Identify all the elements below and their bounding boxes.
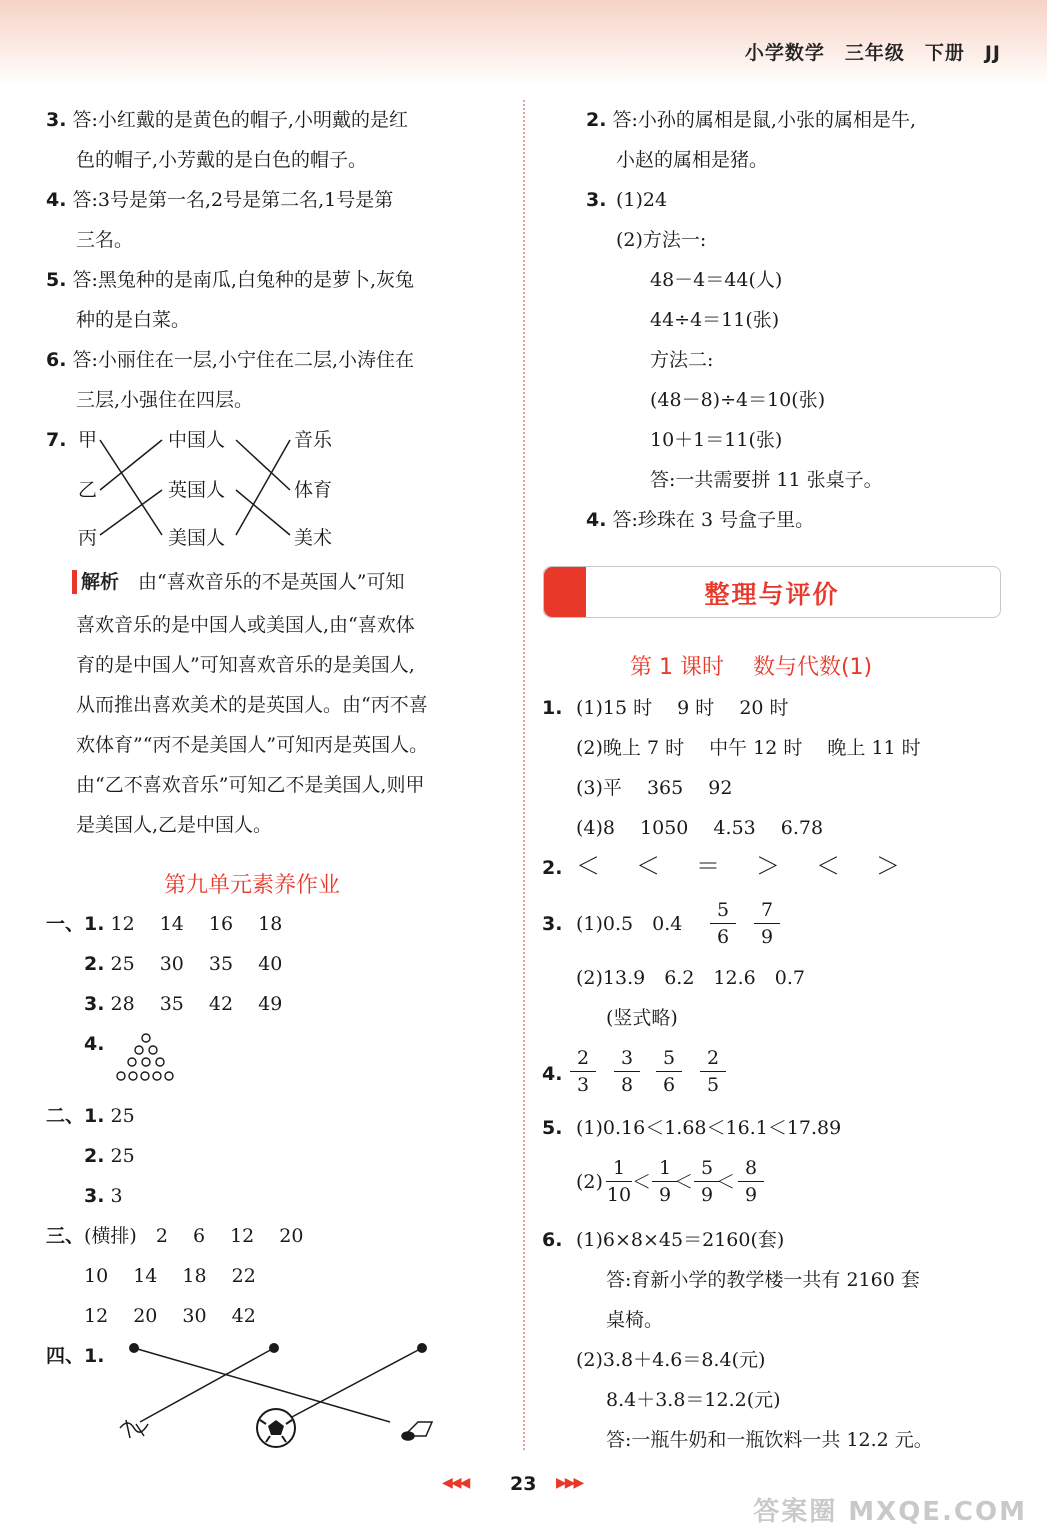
sec3-line-3: 12 20 30 42 <box>84 1305 256 1327</box>
numerator: 1 <box>612 1157 626 1179</box>
dot <box>156 1058 164 1066</box>
analysis-line-5: 欢体育”“丙不是美国人”可知丙是英国人。 <box>76 734 429 756</box>
page-number: 23 <box>510 1473 537 1495</box>
less-than: ＜ <box>716 1171 736 1193</box>
analysis-line-2: 喜欢音乐的是中国人或美国人,由“喜欢体 <box>76 614 415 636</box>
hobby-art: 美术 <box>294 527 333 549</box>
sec2-item-2 <box>84 1144 135 1168</box>
denominator: 3 <box>576 1074 590 1096</box>
right-q2 <box>586 108 916 132</box>
lesson-title: 第 1 课时 数与代数(1) <box>630 655 873 680</box>
item-text: 28 35 42 49 <box>110 993 283 1015</box>
p1-line-2: (2)晚上 7 时 中午 12 时 晚上 11 时 <box>576 737 921 759</box>
left-q6-line2: 三层,小强住在四层。 <box>76 389 254 411</box>
match-line <box>100 490 162 535</box>
denominator: 9 <box>744 1184 758 1206</box>
fraction <box>656 1046 682 1097</box>
numerator: 1 <box>658 1157 672 1179</box>
dot <box>142 1058 150 1066</box>
q-number: 2. <box>84 953 105 975</box>
p3-number: 3. <box>542 913 563 935</box>
fraction <box>700 1046 726 1097</box>
matching-lines <box>0 0 523 560</box>
text-line: 答:小丽住在一层,小宁住在二层,小涛住在 <box>72 349 414 371</box>
dot <box>149 1046 157 1054</box>
item-text: 25 30 35 40 <box>110 953 283 975</box>
header-title: 小学数学 三年级 下册 JJ <box>744 42 1001 64</box>
sec3-line-1: (横排) 2 6 12 20 <box>84 1225 304 1247</box>
q-number: 4. <box>586 509 607 531</box>
item-text: 25 <box>110 1145 135 1167</box>
sec2-item-3 <box>84 1184 123 1208</box>
item-text: 12 14 16 18 <box>110 913 283 935</box>
p1-line-1: (1)15 时 9 时 20 时 <box>576 697 789 719</box>
text-line: 答:小孙的属相是鼠,小张的属相是牛, <box>612 109 916 131</box>
right-q2-line2: 小赵的属相是猪。 <box>616 149 769 171</box>
p5-number: 5. <box>542 1117 563 1139</box>
q-number: 5. <box>46 269 67 291</box>
less-than: ＜ <box>632 1171 652 1193</box>
denominator: 9 <box>760 926 774 948</box>
p6-number: 6. <box>542 1229 563 1251</box>
match-line <box>236 440 290 535</box>
denominator: 6 <box>662 1074 676 1096</box>
nation-china: 中国人 <box>168 429 226 451</box>
left-q7-number: 7. <box>46 429 67 451</box>
match-line <box>236 440 290 490</box>
sec4-number: 1. <box>84 1345 105 1367</box>
p6-line-5: 8.4＋3.8＝12.2(元) <box>606 1389 781 1411</box>
dot <box>128 1058 136 1066</box>
numerator: 5 <box>662 1047 676 1069</box>
left-q4-line2: 三名。 <box>76 229 134 251</box>
right-q3-line-1: (1)24 <box>616 189 668 211</box>
p2-symbols: ＜ ＜ ＝ ＞ ＜ ＞ <box>576 852 906 880</box>
denominator: 8 <box>620 1074 634 1096</box>
analysis-line-1 <box>72 570 404 594</box>
denominator: 9 <box>700 1184 714 1206</box>
fraction <box>570 1046 596 1097</box>
denominator: 10 <box>606 1184 632 1206</box>
watermark: 答案圈 MXQE.COM <box>753 1497 1027 1527</box>
q-number: 2. <box>586 109 607 131</box>
numerator: 5 <box>700 1157 714 1179</box>
prev-arrows-icon: ◀◀◀ <box>442 1475 469 1491</box>
sec1-item-3 <box>84 992 282 1016</box>
sec2-item-1 <box>84 1104 135 1128</box>
person-yi: 乙 <box>78 479 98 501</box>
q-number: 3. <box>84 1185 105 1207</box>
p3-line-3: (竖式略) <box>606 1007 678 1029</box>
sec4-label: 四、 <box>46 1345 85 1367</box>
text-line: 答:3号是第一名,2号是第二名,1号是第 <box>72 189 394 211</box>
dot <box>117 1072 125 1080</box>
analysis-line-3: 育的是中国人”可知喜欢音乐的是美国人, <box>76 654 415 676</box>
q-number: 6. <box>46 349 67 371</box>
numerator: 8 <box>744 1157 758 1179</box>
text-line: 答:小红戴的是黄色的帽子,小明戴的是红 <box>72 109 408 131</box>
p1-line-3: (3)平 365 92 <box>576 777 733 799</box>
sec1-item-1 <box>84 912 282 936</box>
match-line <box>236 490 290 535</box>
next-arrows-icon: ▶▶▶ <box>556 1475 583 1491</box>
right-q3-line-2: (2)方法一: <box>616 229 707 251</box>
dot-triangle-figure <box>110 1030 182 1088</box>
p3-line-1: (1)0.5 0.4 <box>576 913 683 935</box>
q-number: 4. <box>46 189 67 211</box>
sec2-label: 二、 <box>46 1105 85 1127</box>
dot <box>165 1072 173 1080</box>
section-banner <box>543 566 1001 618</box>
person-bing: 丙 <box>78 527 98 549</box>
left-q3-line2: 色的帽子,小芳戴的是白色的帽子。 <box>76 149 368 171</box>
sec1-label: 一、 <box>46 913 85 935</box>
nation-uk: 英国人 <box>168 479 226 501</box>
p2-number: 2. <box>542 857 563 879</box>
p5-prefix: (2) <box>576 1171 603 1193</box>
q-number: 3. <box>84 993 105 1015</box>
text-line: 答:黑兔种的是南瓜,白兔种的是萝卜,灰兔 <box>72 269 414 291</box>
numerator: 2 <box>576 1047 590 1069</box>
sec1-item-4: 4. <box>84 1033 105 1055</box>
dot <box>135 1046 143 1054</box>
sports-matching-figure <box>100 1338 440 1458</box>
p3-line-2: (2)13.9 6.2 12.6 0.7 <box>576 967 805 989</box>
right-q3-line-6: (48－8)÷4＝10(张) <box>650 389 826 411</box>
denominator: 5 <box>706 1074 720 1096</box>
fraction <box>710 898 736 949</box>
p1-line-4: (4)8 1050 4.53 6.78 <box>576 817 824 839</box>
right-q3-line-5: 方法二: <box>650 349 714 371</box>
match-line <box>290 1348 422 1418</box>
hobby-music: 音乐 <box>294 429 333 451</box>
match-line <box>140 1348 274 1422</box>
banner-title: 整理与评价 <box>704 580 840 609</box>
numerator: 7 <box>760 899 774 921</box>
sec3-label: 三、 <box>46 1225 85 1247</box>
left-q5-line2: 种的是白菜。 <box>76 309 191 331</box>
dot <box>141 1072 149 1080</box>
right-q3-number: 3. <box>586 189 607 211</box>
analysis-badge: 解析 <box>72 570 119 594</box>
text-line: 由“喜欢音乐的不是英国人”可知 <box>138 571 405 593</box>
right-q3-line-8: 答:一共需要拼 11 张桌子。 <box>650 469 883 491</box>
p6-line-1: (1)6×8×45＝2160(套) <box>576 1229 785 1251</box>
football-icon <box>257 1409 295 1447</box>
p5-line-1: (1)0.16＜1.68＜16.1＜17.89 <box>576 1117 842 1139</box>
item-text: 3 <box>110 1185 123 1207</box>
column-divider <box>523 100 525 1450</box>
badminton-icon <box>402 1422 432 1440</box>
numerator: 3 <box>620 1047 634 1069</box>
q-number: 3. <box>46 109 67 131</box>
numerator: 2 <box>706 1047 720 1069</box>
denominator: 6 <box>716 926 730 948</box>
dancer-icon <box>120 1420 148 1438</box>
right-q3-line-3: 48－4＝44(人) <box>650 269 783 291</box>
sec1-item-2 <box>84 952 282 976</box>
right-q4 <box>586 508 814 532</box>
less-than: ＜ <box>674 1171 694 1193</box>
match-line <box>100 440 162 490</box>
q-number: 2. <box>84 1145 105 1167</box>
p6-line-4: (2)3.8＋4.6＝8.4(元) <box>576 1349 766 1371</box>
p4-number: 4. <box>542 1063 563 1085</box>
nation-usa: 美国人 <box>168 527 226 549</box>
unit9-title: 第九单元素养作业 <box>164 873 341 898</box>
dot <box>153 1072 161 1080</box>
analysis-line-7: 是美国人,乙是中国人。 <box>76 814 273 836</box>
fraction <box>614 1046 640 1097</box>
dot <box>129 1072 137 1080</box>
item-text: 25 <box>110 1105 135 1127</box>
p6-line-2: 答:育新小学的教学楼一共有 2160 套 <box>606 1269 920 1291</box>
fraction <box>754 898 780 949</box>
sec3-line-2: 10 14 18 22 <box>84 1265 256 1287</box>
q-number: 1. <box>84 1105 105 1127</box>
numerator: 5 <box>716 899 730 921</box>
p6-line-3: 桌椅。 <box>606 1309 664 1331</box>
q-number: 1. <box>84 913 105 935</box>
fraction <box>606 1156 632 1207</box>
person-jia: 甲 <box>78 429 98 451</box>
right-q3-line-7: 10＋1＝11(张) <box>650 429 783 451</box>
denominator: 9 <box>658 1184 672 1206</box>
hobby-sports: 体育 <box>294 479 333 501</box>
right-q3-line-4: 44÷4＝11(张) <box>650 309 780 331</box>
text-line: 答:珍珠在 3 号盒子里。 <box>612 509 815 531</box>
analysis-line-4: 从而推出喜欢美术的是英国人。由“丙不喜 <box>76 694 428 716</box>
analysis-line-6: 由“乙不喜欢音乐”可知乙不是美国人,则甲 <box>76 774 425 796</box>
match-line <box>100 440 162 535</box>
p1-number: 1. <box>542 697 563 719</box>
fraction <box>738 1156 764 1207</box>
p6-line-6: 答:一瓶牛奶和一瓶饮料一共 12.2 元。 <box>606 1429 933 1451</box>
dot <box>142 1034 150 1042</box>
